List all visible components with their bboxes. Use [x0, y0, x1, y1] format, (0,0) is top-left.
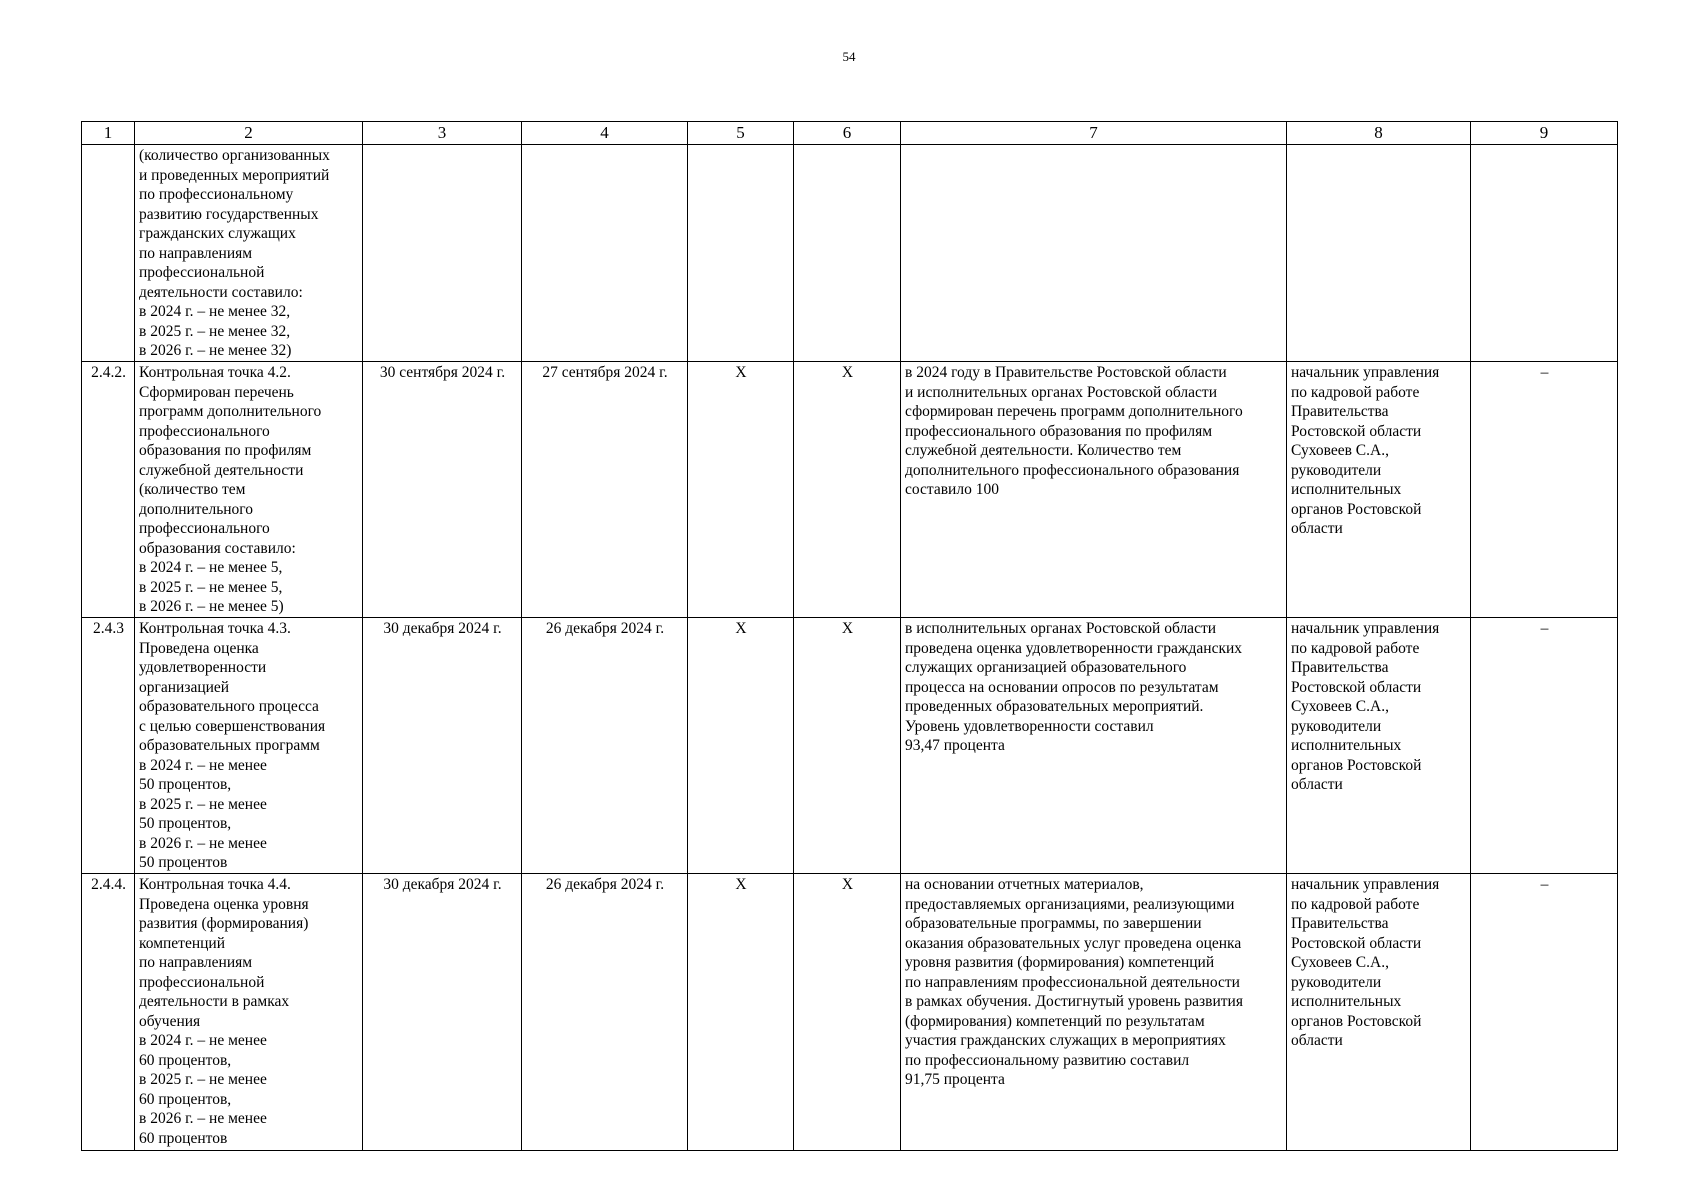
column-6-cell [794, 145, 901, 362]
row-number [82, 145, 135, 362]
column-5-cell [688, 145, 794, 362]
row-number: 2.4.3 [82, 618, 135, 874]
header-col-4: 4 [522, 122, 688, 145]
table-row [82, 618, 1618, 874]
responsible-person: начальник управления по кадровой работе Правительства Ростовской области Суховеев С.А., руководители исполнительных органов Ростовской области [1287, 874, 1471, 1151]
result-description [901, 145, 1287, 362]
control-point-description: (количество организованных и проведенных мероприятий по профессиональному развитию государственных гражданских служащих по направлениям профессиональной деятельности составило: в 2024 г. – не менее 32, в 2025 г. – не менее 32, в 2026 г. – не менее 32) [135, 145, 363, 362]
result-description: в 2024 году в Правительстве Ростовской области и исполнительных органах Ростовской области сформирован перечень программ дополнительного профессионального образования по профилям служебной деятельности. Количество тем дополнительного профессионального образования составило 100 [901, 362, 1287, 618]
column-5-cell: Х [688, 362, 794, 618]
column-6-cell: Х [794, 618, 901, 874]
header-col-2: 2 [135, 122, 363, 145]
header-col-5: 5 [688, 122, 794, 145]
actual-date: 27 сентября 2024 г. [522, 362, 688, 618]
table-row [82, 362, 1618, 618]
planned-date [363, 145, 522, 362]
responsible-person: начальник управления по кадровой работе Правительства Ростовской области Суховеев С.А., руководители исполнительных органов Ростовской области [1287, 362, 1471, 618]
header-col-7: 7 [901, 122, 1287, 145]
table-row [82, 145, 1618, 362]
actual-date: 26 декабря 2024 г. [522, 874, 688, 1151]
header-col-1: 1 [82, 122, 135, 145]
column-6-cell: Х [794, 362, 901, 618]
control-point-description: Контрольная точка 4.4. Проведена оценка уровня развития (формирования) компетенций по направлениям профессиональной деятельности в рамках обучения в 2024 г. – не менее 60 процентов, в 2025 г. – не менее 60 процентов, в 2026 г. – не менее 60 процентов [135, 874, 363, 1151]
actual-date [522, 145, 688, 362]
table-row [82, 874, 1618, 1151]
header-col-8: 8 [1287, 122, 1471, 145]
column-5-cell: Х [688, 618, 794, 874]
header-col-3: 3 [363, 122, 522, 145]
planned-date: 30 сентября 2024 г. [363, 362, 522, 618]
header-col-6: 6 [794, 122, 901, 145]
column-5-cell: Х [688, 874, 794, 1151]
column-9-cell [1471, 145, 1618, 362]
planned-date: 30 декабря 2024 г. [363, 874, 522, 1151]
responsible-person: начальник управления по кадровой работе Правительства Ростовской области Суховеев С.А., руководители исполнительных органов Ростовской области [1287, 618, 1471, 874]
header-row [82, 122, 1618, 145]
column-9-cell: – [1471, 874, 1618, 1151]
responsible-person [1287, 145, 1471, 362]
page-number: 54 [842, 49, 856, 64]
header-col-9: 9 [1471, 122, 1618, 145]
actual-date: 26 декабря 2024 г. [522, 618, 688, 874]
result-description: в исполнительных органах Ростовской области проведена оценка удовлетворенности гражданских служащих организацией образовательного процесса на основании опросов по результатам проведенных образовательных мероприятий. Уровень удовлетворенности составил 93,47 процента [901, 618, 1287, 874]
control-point-description: Контрольная точка 4.2. Сформирован перечень программ дополнительного профессионального образования по профилям служебной деятельности (количество тем дополнительного профессионального образования составило: в 2024 г. – не менее 5, в 2025 г. – не менее 5, в 2026 г. – не менее 5) [135, 362, 363, 618]
column-9-cell: – [1471, 618, 1618, 874]
report-table [81, 121, 1618, 1151]
planned-date: 30 декабря 2024 г. [363, 618, 522, 874]
row-number: 2.4.4. [82, 874, 135, 1151]
column-9-cell: – [1471, 362, 1618, 618]
column-6-cell: Х [794, 874, 901, 1151]
result-description: на основании отчетных материалов, предоставляемых организациями, реализующими образовательные программы, по завершении оказания образовательных услуг проведена оценка уровня развития (формирования) компетенций по направлениям профессиональной деятельности в рамках обучения. Достигнутый уровень развития (формирования) компетенций по результатам участия гражданских служащих в мероприятиях по профессиональному развитию составил 91,75 процента [901, 874, 1287, 1151]
row-number: 2.4.2. [82, 362, 135, 618]
control-point-description: Контрольная точка 4.3. Проведена оценка удовлетворенности организацией образовательного процесса с целью совершенствования образовательных программ в 2024 г. – не менее 50 процентов, в 2025 г. – не менее 50 процентов, в 2026 г. – не менее 50 процентов [135, 618, 363, 874]
